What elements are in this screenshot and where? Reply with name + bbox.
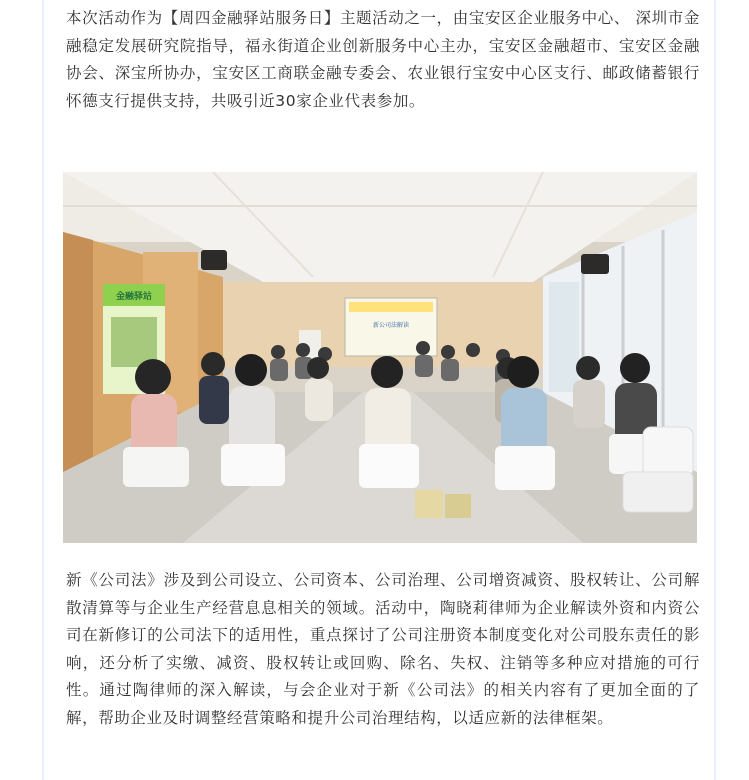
article-frame-left xyxy=(42,0,44,780)
event-photo xyxy=(63,172,697,543)
intro-paragraph: 本次活动作为【周四金融驿站服务日】主题活动之一，由宝安区企业服务中心、 深圳市金融稳定发展研究院指导，福永街道企业创新服务中心主办，宝安区金融超市、宝安区金融协会、深宝所协办，宝安区工商联金融专委会、农业银行宝安中心区支行、邮政储蓄银行怀德支行提供支持，共吸引近30家企业代表参加。 xyxy=(66,9,700,110)
summary-paragraph: 新《公司法》涉及到公司设立、公司资本、公司治理、公司增资减资、股权转让、公司解散清算等与企业生产经营息息相关的领域。活动中，陶晓莉律师为企业解读外资和内资公司在新修订的公司法下的适用性，重点探讨了公司注册资本制度变化对公司股东责任的影响，还分析了实缴、减资、股权转让或回购、除名、失权、注销等多种应对措施的可行性。通过陶律师的深入解读，与会企业对于新《公司法》的相关内容有了更加全面的了解，帮助企业及时调整经营策略和提升公司治理结构，以适应新的法律框架。 xyxy=(66,571,700,727)
screen-title: 新公司法解读 xyxy=(372,322,410,329)
poster-text: 金融驿站 xyxy=(115,292,153,302)
speaker-left xyxy=(201,250,227,270)
speaker-right xyxy=(581,254,609,274)
article-frame-right xyxy=(714,0,716,780)
